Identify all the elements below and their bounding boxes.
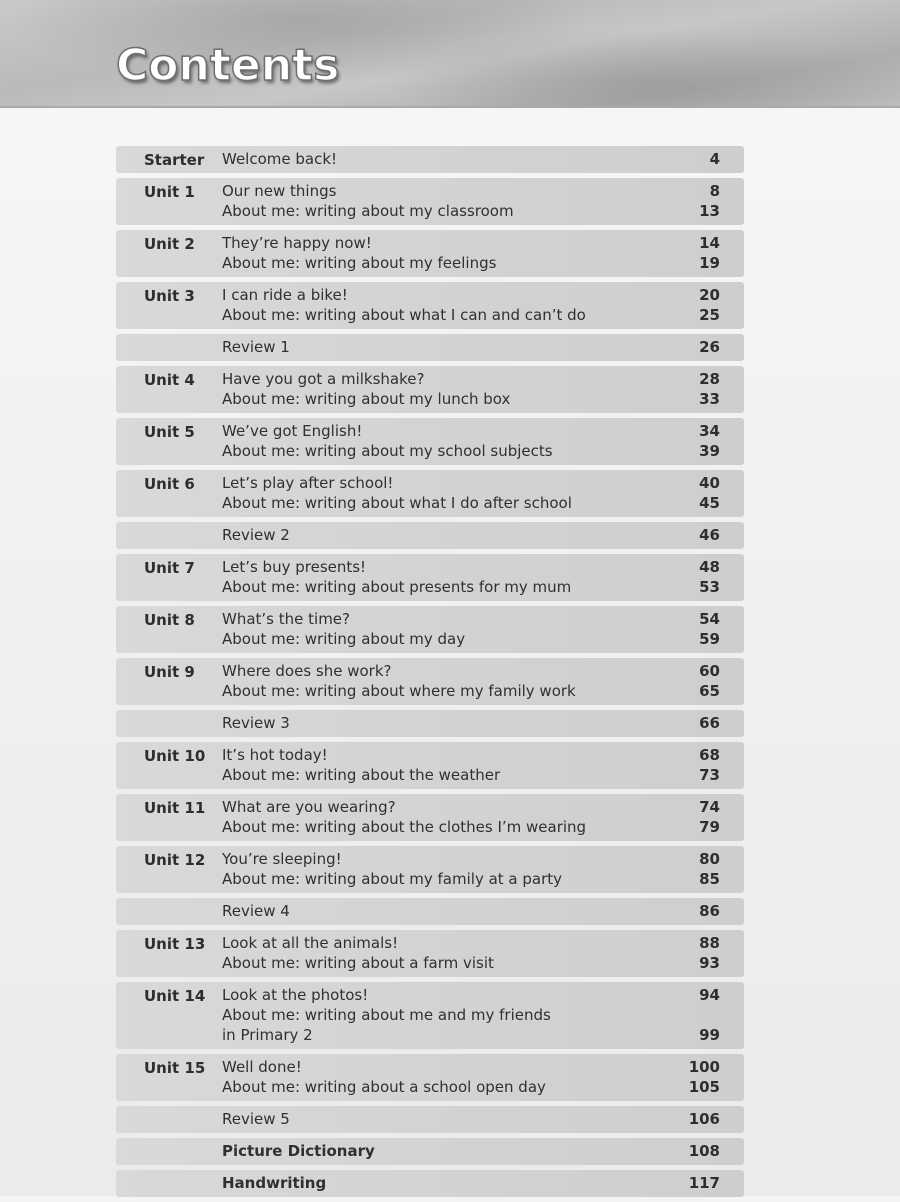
toc-row[interactable]: [116, 982, 744, 1049]
toc-unit-label: Unit 12: [144, 851, 206, 869]
toc-row[interactable]: [116, 366, 744, 413]
toc-page-number: 65: [699, 682, 720, 700]
toc-line[interactable]: [222, 421, 720, 441]
toc-line[interactable]: [222, 473, 720, 493]
toc-page-number: 13: [699, 202, 720, 220]
toc-page-number: 54: [699, 610, 720, 628]
toc-row[interactable]: [116, 470, 744, 517]
toc-page-number: 80: [699, 850, 720, 868]
toc-entry-lines: [222, 609, 720, 649]
toc-line[interactable]: [222, 1025, 720, 1045]
toc-line-title: Handwriting: [222, 1174, 327, 1192]
toc-row[interactable]: [116, 230, 744, 277]
toc-row[interactable]: [116, 334, 744, 361]
toc-unit-label: Unit 11: [144, 799, 206, 817]
toc-page-number: 45: [699, 494, 720, 512]
toc-row[interactable]: [116, 794, 744, 841]
page-title: Contents: [116, 40, 340, 91]
toc-row[interactable]: [116, 1106, 744, 1133]
toc-unit-label: Unit 1: [144, 183, 195, 201]
toc-line-title: Review 1: [222, 338, 290, 356]
toc-line[interactable]: [222, 1173, 720, 1193]
toc-row[interactable]: [116, 146, 744, 173]
toc-entry-lines: [222, 985, 720, 1045]
toc-line[interactable]: [222, 745, 720, 765]
toc-line[interactable]: [222, 493, 720, 513]
toc-line-title: Welcome back!: [222, 150, 338, 168]
toc-entry-lines: [222, 369, 720, 409]
toc-unit-label: Unit 2: [144, 235, 195, 253]
toc-page-number: 68: [699, 746, 720, 764]
toc-page-number: 73: [699, 766, 720, 784]
toc-unit-label: Unit 3: [144, 287, 195, 305]
toc-entry-lines: [222, 745, 720, 785]
toc-page-number: 40: [699, 474, 720, 492]
toc-entry-lines: [222, 525, 720, 545]
toc-line-title: Review 4: [222, 902, 290, 920]
toc-line-title: It’s hot today!: [222, 746, 328, 764]
toc-line[interactable]: [222, 1109, 720, 1129]
toc-unit-label: Unit 9: [144, 663, 195, 681]
toc-line[interactable]: [222, 369, 720, 389]
toc-row[interactable]: [116, 1170, 744, 1197]
toc-page-number: 86: [699, 902, 720, 920]
toc-page-number: 99: [699, 1026, 720, 1044]
toc-line-title: About me: writing about what I can and can’t do: [222, 306, 586, 324]
toc-page-number: 60: [699, 662, 720, 680]
toc-unit-label: Unit 8: [144, 611, 195, 629]
toc-line-title: What are you wearing?: [222, 798, 396, 816]
toc-page-number: 79: [699, 818, 720, 836]
toc-entry-lines: [222, 421, 720, 461]
toc-row[interactable]: [116, 898, 744, 925]
toc-line-title: Picture Dictionary: [222, 1142, 375, 1160]
header-banner: [0, 0, 900, 108]
toc-unit-label: Unit 13: [144, 935, 206, 953]
toc-line-title: in Primary 2: [222, 1026, 313, 1044]
toc-line-title: About me: writing about a school open day: [222, 1078, 546, 1096]
toc-line[interactable]: [222, 1057, 720, 1077]
toc-line-title: Review 5: [222, 1110, 290, 1128]
toc-entry-lines: [222, 473, 720, 513]
toc-line-title: We’ve got English!: [222, 422, 363, 440]
toc-page-number: 108: [688, 1142, 720, 1160]
toc-line[interactable]: [222, 233, 720, 253]
toc-page-number: 100: [688, 1058, 720, 1076]
toc-unit-label: Unit 7: [144, 559, 195, 577]
toc-page-number: 74: [699, 798, 720, 816]
toc-row[interactable]: [116, 282, 744, 329]
toc-unit-label: Unit 5: [144, 423, 195, 441]
toc-line-title: About me: writing about my school subjects: [222, 442, 553, 460]
toc-page-number: 117: [688, 1174, 720, 1192]
toc-line-title: About me: writing about presents for my mum: [222, 578, 572, 596]
toc-line[interactable]: [222, 557, 720, 577]
toc-line-title: I can ride a bike!: [222, 286, 348, 304]
table-of-contents: [116, 146, 744, 1202]
toc-entry-lines: [222, 233, 720, 273]
toc-line[interactable]: [222, 629, 720, 649]
toc-page-number: 39: [699, 442, 720, 460]
toc-row[interactable]: [116, 930, 744, 977]
toc-line[interactable]: [222, 933, 720, 953]
toc-entry-lines: [222, 149, 720, 169]
toc-entry-lines: [222, 181, 720, 221]
toc-row[interactable]: [116, 554, 744, 601]
toc-line-title: About me: writing about my day: [222, 630, 466, 648]
toc-line[interactable]: [222, 389, 720, 409]
toc-entry-lines: [222, 1173, 720, 1193]
toc-line[interactable]: [222, 181, 720, 201]
toc-page-number: 53: [699, 578, 720, 596]
toc-entry-lines: [222, 901, 720, 921]
toc-line-title: About me: writing about my feelings: [222, 254, 497, 272]
toc-line-title: What’s the time?: [222, 610, 350, 628]
toc-page-number: 106: [688, 1110, 720, 1128]
toc-line-title: About me: writing about my lunch box: [222, 390, 511, 408]
toc-line-title: Look at the photos!: [222, 986, 369, 1004]
toc-row[interactable]: [116, 522, 744, 549]
toc-line-title: Review 2: [222, 526, 290, 544]
toc-row[interactable]: [116, 742, 744, 789]
toc-line-title: Our new things: [222, 182, 337, 200]
toc-line-title: About me: writing about what I do after school: [222, 494, 572, 512]
toc-row[interactable]: [116, 846, 744, 893]
toc-page-number: 25: [699, 306, 720, 324]
toc-line-title: About me: writing about my family at a party: [222, 870, 563, 888]
toc-line-title: Where does she work?: [222, 662, 392, 680]
toc-line[interactable]: [222, 253, 720, 273]
toc-line[interactable]: [222, 869, 720, 889]
toc-line-title: About me: writing about a farm visit: [222, 954, 494, 972]
toc-line[interactable]: [222, 1005, 720, 1025]
toc-page-number: 33: [699, 390, 720, 408]
toc-entry-lines: [222, 337, 720, 357]
toc-line[interactable]: [222, 953, 720, 973]
toc-line[interactable]: [222, 849, 720, 869]
toc-page-number: 105: [688, 1078, 720, 1096]
toc-row[interactable]: [116, 1054, 744, 1101]
toc-row[interactable]: [116, 658, 744, 705]
toc-line-title: Let’s play after school!: [222, 474, 394, 492]
toc-page-number: 46: [699, 526, 720, 544]
toc-row[interactable]: [116, 178, 744, 225]
toc-line[interactable]: [222, 337, 720, 357]
toc-line[interactable]: [222, 525, 720, 545]
toc-row[interactable]: [116, 606, 744, 653]
toc-entry-lines: [222, 1141, 720, 1161]
toc-entry-lines: [222, 285, 720, 325]
toc-line[interactable]: [222, 441, 720, 461]
toc-page-number: 26: [699, 338, 720, 356]
toc-line-title: About me: writing about the clothes I’m wearing: [222, 818, 587, 836]
toc-line[interactable]: [222, 609, 720, 629]
toc-line[interactable]: [222, 285, 720, 305]
toc-page-number: 19: [699, 254, 720, 272]
toc-unit-label: Unit 10: [144, 747, 206, 765]
toc-line[interactable]: [222, 985, 720, 1005]
toc-line-title: Well done!: [222, 1058, 302, 1076]
toc-page-number: 66: [699, 714, 720, 732]
toc-entry-lines: [222, 1057, 720, 1097]
toc-line-title: About me: writing about my classroom: [222, 202, 514, 220]
toc-row[interactable]: [116, 710, 744, 737]
toc-line[interactable]: [222, 149, 720, 169]
toc-page-number: 59: [699, 630, 720, 648]
toc-line[interactable]: [222, 577, 720, 597]
toc-line-title: About me: writing about me and my friends: [222, 1006, 551, 1024]
toc-page-number: 94: [699, 986, 720, 1004]
toc-line[interactable]: [222, 305, 720, 325]
toc-line[interactable]: [222, 1141, 720, 1161]
toc-unit-label: Starter: [144, 151, 205, 169]
toc-line[interactable]: [222, 797, 720, 817]
toc-entry-lines: [222, 933, 720, 973]
toc-line[interactable]: [222, 713, 720, 733]
toc-unit-label: Unit 14: [144, 987, 206, 1005]
toc-line-title: About me: writing about the weather: [222, 766, 501, 784]
toc-line-title: They’re happy now!: [222, 234, 372, 252]
toc-line[interactable]: [222, 681, 720, 701]
toc-unit-label: Unit 4: [144, 371, 195, 389]
toc-page-number: 93: [699, 954, 720, 972]
toc-entry-lines: [222, 557, 720, 597]
toc-line-title: Let’s buy presents!: [222, 558, 367, 576]
toc-page-number: 28: [699, 370, 720, 388]
toc-unit-label: Unit 15: [144, 1059, 206, 1077]
toc-line[interactable]: [222, 201, 720, 221]
toc-line[interactable]: [222, 765, 720, 785]
toc-row[interactable]: [116, 418, 744, 465]
toc-line[interactable]: [222, 1077, 720, 1097]
toc-line[interactable]: [222, 901, 720, 921]
toc-line[interactable]: [222, 817, 720, 837]
toc-unit-label: Unit 6: [144, 475, 195, 493]
toc-page-number: 88: [699, 934, 720, 952]
toc-line-title: Have you got a milkshake?: [222, 370, 425, 388]
toc-page-number: 20: [699, 286, 720, 304]
toc-row[interactable]: [116, 1138, 744, 1165]
toc-page-number: 8: [709, 182, 720, 200]
toc-page-number: 85: [699, 870, 720, 888]
toc-page-number: 14: [699, 234, 720, 252]
toc-entry-lines: [222, 661, 720, 701]
toc-line-title: Review 3: [222, 714, 290, 732]
toc-line[interactable]: [222, 661, 720, 681]
toc-line-title: Look at all the animals!: [222, 934, 399, 952]
toc-line-title: About me: writing about where my family work: [222, 682, 576, 700]
toc-line-title: You’re sleeping!: [222, 850, 342, 868]
toc-entry-lines: [222, 849, 720, 889]
toc-page-number: 34: [699, 422, 720, 440]
toc-entry-lines: [222, 713, 720, 733]
toc-page-number: 48: [699, 558, 720, 576]
toc-page-number: 4: [709, 150, 720, 168]
toc-entry-lines: [222, 1109, 720, 1129]
toc-entry-lines: [222, 797, 720, 837]
